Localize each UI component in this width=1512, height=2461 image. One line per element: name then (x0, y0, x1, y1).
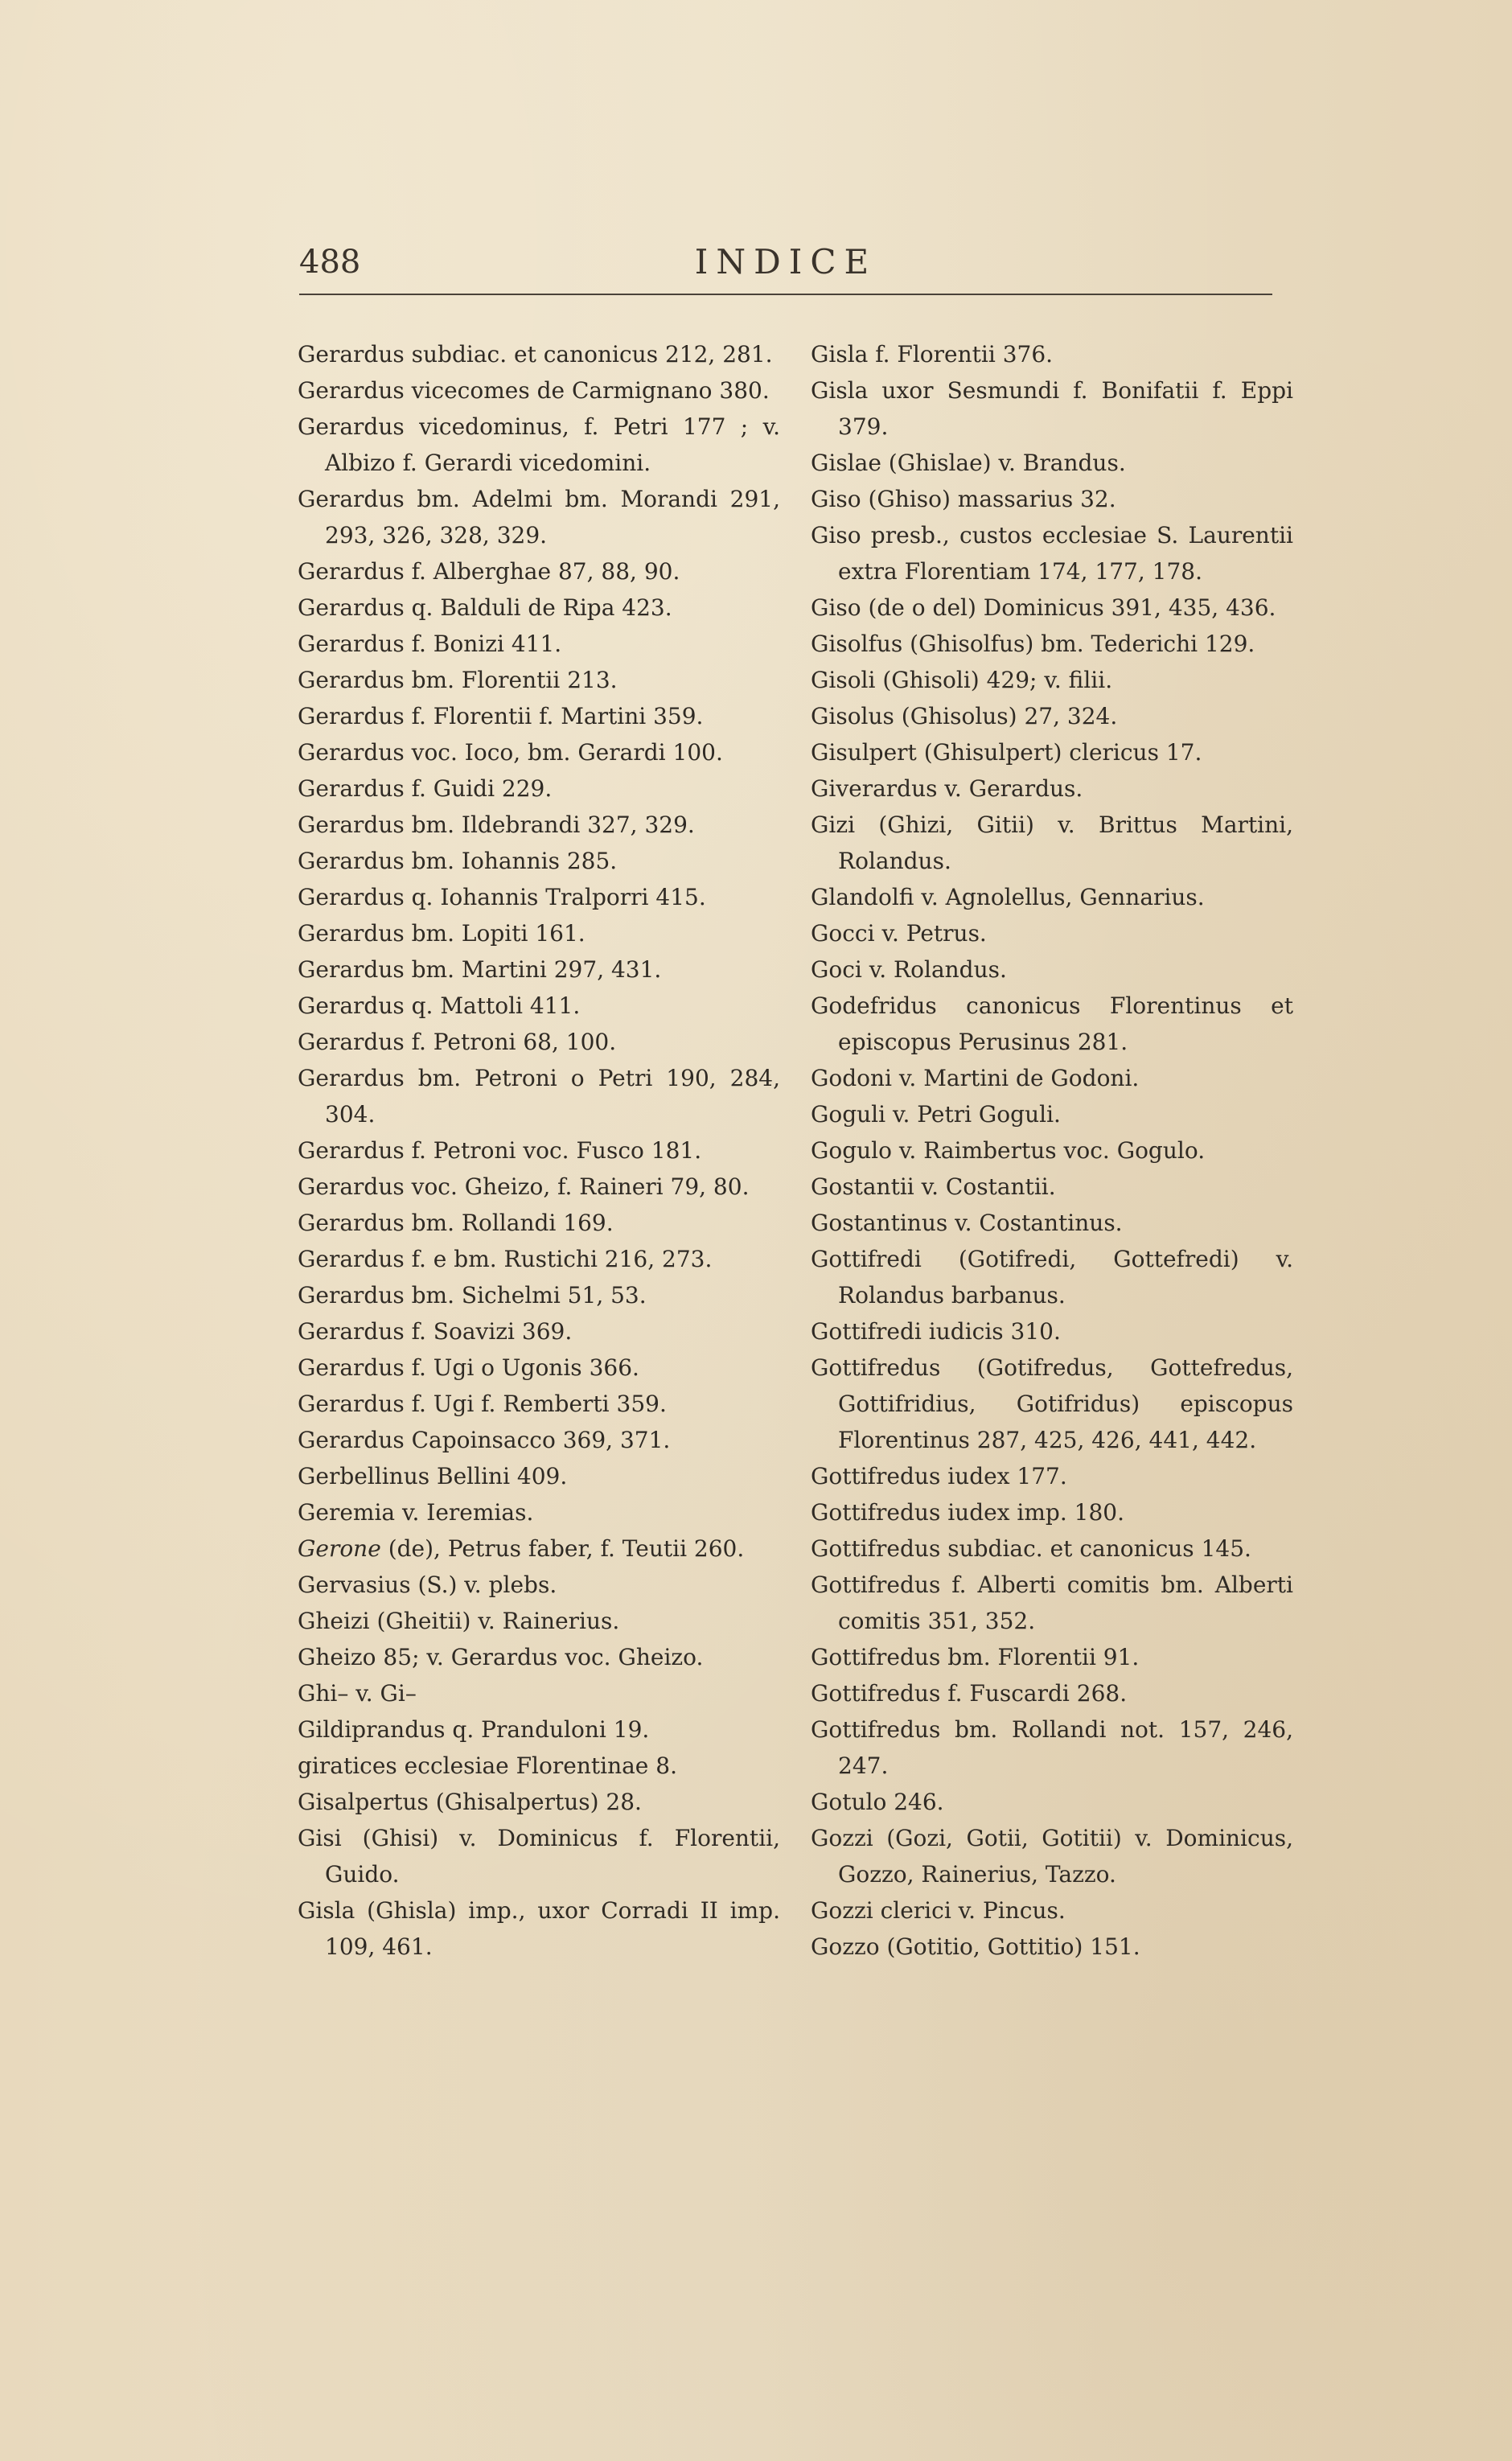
index-entry-text: Gottifredus bm. Rollandi not. 157, 246, 247. (811, 1716, 1293, 1779)
index-entry (298, 1603, 780, 1639)
index-entry (811, 1675, 1293, 1711)
index-entry-text: Gerardus subdiac. et canonicus 212, 281. (298, 341, 773, 368)
index-entry (811, 1060, 1293, 1096)
index-entry-text: Goci v. Rolandus. (811, 956, 1007, 983)
index-entry-text: Gervasius (S.) v. plebs. (298, 1572, 557, 1598)
index-entry (811, 1205, 1293, 1241)
index-entry-text: Gisolus (Ghisolus) 27, 324. (811, 703, 1118, 729)
index-entry (298, 1711, 780, 1748)
index-entry-text: Giso (de o del) Dominicus 391, 435, 436. (811, 594, 1276, 621)
index-entry-text: Gerardus f. Alberghae 87, 88, 90. (298, 558, 680, 585)
index-entry (811, 698, 1293, 734)
index-entry-text: Ghi– v. Gi– (298, 1680, 417, 1707)
index-entry (298, 1313, 780, 1350)
index-entry-text: (de), Petrus faber, f. Teutii 260. (380, 1535, 745, 1562)
index-entry-text: Gottifredi (Gotifredi, Gottefredi) v. Rolandus barbanus. (811, 1246, 1293, 1309)
index-entry-text: Gostantinus v. Costantinus. (811, 1210, 1123, 1236)
index-entry-text: Gerardus f. Petroni voc. Fusco 181. (298, 1137, 702, 1164)
index-entry (298, 988, 780, 1024)
index-entry (298, 1386, 780, 1422)
index-entry (298, 915, 780, 951)
index-entry-text: Goguli v. Petri Goguli. (811, 1101, 1061, 1128)
index-entry-text: Gerardus q. Iohannis Tralporri 415. (298, 884, 706, 910)
index-entry-text: Gisi (Ghisi) v. Dominicus f. Florentii, Guido. (298, 1825, 780, 1888)
index-entry-text: Gizi (Ghizi, Gitii) v. Brittus Martini, Rolandus. (811, 811, 1293, 874)
index-entry (811, 1711, 1293, 1784)
index-entry (811, 1639, 1293, 1675)
index-entry (811, 1567, 1293, 1639)
index-entry (811, 1458, 1293, 1494)
index-entry-text: giratices ecclesiae Florentinae 8. (298, 1752, 677, 1779)
index-entry (298, 481, 780, 553)
index-entry (298, 1494, 780, 1530)
index-entry (811, 1169, 1293, 1205)
page-header (299, 238, 1272, 294)
running-title: INDICE (694, 242, 877, 281)
index-entry-text: Gildiprandus q. Pranduloni 19. (298, 1716, 650, 1743)
index-entry (811, 770, 1293, 807)
index-entry (811, 445, 1293, 481)
index-entry (811, 879, 1293, 915)
index-entry (811, 517, 1293, 590)
index-entry (298, 1024, 780, 1060)
index-entry-text: Gottifredus f. Alberti comitis bm. Alberti comitis 351, 352. (811, 1572, 1293, 1634)
index-entry-text: Gerardus bm. Iohannis 285. (298, 848, 618, 874)
index-entry-text: Gerardus f. Soavizi 369. (298, 1318, 573, 1345)
index-entry (811, 988, 1293, 1060)
index-entry-text: Giso (Ghiso) massarius 32. (811, 486, 1116, 512)
index-entry (811, 372, 1293, 445)
index-entry (298, 1277, 780, 1313)
index-entry-text: Gozzo (Gotitio, Gottitio) 151. (811, 1933, 1140, 1960)
index-entry-text: Gisulpert (Ghisulpert) clericus 17. (811, 739, 1202, 766)
index-entry-text: Gostantii v. Costantii. (811, 1173, 1056, 1200)
index-entry-text: Gisalpertus (Ghisalpertus) 28. (298, 1789, 642, 1815)
index-entry (298, 1820, 780, 1892)
index-entry (298, 1784, 780, 1820)
index-entry (811, 626, 1293, 662)
index-entry-text: Gisla uxor Sesmundi f. Bonifatii f. Eppi 379. (811, 377, 1293, 440)
index-entry-text: Gogulo v. Raimbertus voc. Gogulo. (811, 1137, 1206, 1164)
index-entry (298, 1169, 780, 1205)
index-entry (298, 1060, 780, 1132)
index-entry (298, 1892, 780, 1965)
index-entry (811, 807, 1293, 879)
index-entry (811, 481, 1293, 517)
index-entry (298, 1748, 780, 1784)
index-entry (298, 1675, 780, 1711)
index-entry-text: Gerardus bm. Petroni o Petri 190, 284, 304. (298, 1065, 780, 1128)
index-entry-text: Gerardus q. Balduli de Ripa 423. (298, 594, 672, 621)
index-entry (298, 951, 780, 988)
index-entry (811, 1820, 1293, 1892)
index-entry-text: Gerardus vicecomes de Carmignano 380. (298, 377, 770, 404)
index-entry-text: Gisla (Ghisla) imp., uxor Corradi II imp. 109, 461. (298, 1897, 780, 1960)
index-column-left (298, 336, 780, 1965)
index-entry (298, 1639, 780, 1675)
index-entry (298, 553, 780, 590)
index-entry (298, 1458, 780, 1494)
index-entry (811, 1784, 1293, 1820)
index-entry (811, 951, 1293, 988)
index-entry-text: Gottifredus subdiac. et canonicus 145. (811, 1535, 1251, 1562)
index-entry (811, 734, 1293, 770)
index-entry (298, 626, 780, 662)
index-entry (298, 409, 780, 481)
index-entry-text: Gocci v. Petrus. (811, 920, 987, 947)
index-entry-text: Gottifredus (Gotifredus, Gottefredus, Gottifridius, Gotifridus) episcopus Florentinus 287, 425, 426, 441, 442. (811, 1354, 1293, 1453)
index-entry-text: Gerardus q. Mattoli 411. (298, 992, 581, 1019)
index-entry (298, 698, 780, 734)
index-entry (298, 590, 780, 626)
index-entry (811, 662, 1293, 698)
index-entry (811, 1494, 1293, 1530)
index-entry-text: Gerardus f. Bonizi 411. (298, 631, 562, 657)
index-entry-text: Gisolfus (Ghisolfus) bm. Tederichi 129. (811, 631, 1255, 657)
index-entry-text: Gerardus bm. Sichelmi 51, 53. (298, 1282, 647, 1309)
index-entry-text: Gottifredus iudex 177. (811, 1463, 1067, 1489)
index-entry-text: Gerardus bm. Martini 297, 431. (298, 956, 662, 983)
index-entry (298, 770, 780, 807)
index-entry (298, 1567, 780, 1603)
index-entry (811, 1350, 1293, 1458)
index-entry-text: Gozzi clerici v. Pincus. (811, 1897, 1066, 1924)
index-column-right (811, 336, 1293, 1965)
index-entry-text: Gerardus bm. Adelmi bm. Morandi 291, 293, 326, 328, 329. (298, 486, 780, 548)
index-entry-text: Gerardus vicedominus, f. Petri 177 ; v. Albizo f. Gerardi vicedomini. (298, 413, 780, 476)
index-entry (811, 336, 1293, 372)
index-entry (811, 1096, 1293, 1132)
index-entry (298, 734, 780, 770)
index-entry-text: Gisla f. Florentii 376. (811, 341, 1054, 368)
index-entry (811, 915, 1293, 951)
index-entry (811, 1132, 1293, 1169)
index-entry-text: Gerardus f. Ugi f. Remberti 359. (298, 1391, 667, 1417)
index-entry (298, 807, 780, 843)
index-entry (811, 1313, 1293, 1350)
index-entry (811, 1892, 1293, 1929)
index-entry (298, 662, 780, 698)
index-entry (811, 590, 1293, 626)
index-entry-text: Godoni v. Martini de Godoni. (811, 1065, 1140, 1091)
index-entry-text: Gerardus Capoinsacco 369, 371. (298, 1427, 671, 1453)
index-entry (298, 1132, 780, 1169)
index-entry-text: Gottifredi iudicis 310. (811, 1318, 1061, 1345)
index-entry-text: Gerardus f. e bm. Rustichi 216, 273. (298, 1246, 713, 1272)
header-rule (299, 294, 1272, 295)
index-entry-text: Gerardus f. Florentii f. Martini 359. (298, 703, 704, 729)
index-entry-text: Giso presb., custos ecclesiae S. Laurentii extra Florentiam 174, 177, 178. (811, 522, 1293, 585)
index-entry-text: Gottifredus f. Fuscardi 268. (811, 1680, 1128, 1707)
index-entry (298, 879, 780, 915)
index-entry-text: Gheizi (Gheitii) v. Rainerius. (298, 1608, 620, 1634)
index-entry-text: Gerardus bm. Lopiti 161. (298, 920, 585, 947)
index-entry (298, 1422, 780, 1458)
index-entry-text: Gerardus voc. Ioco, bm. Gerardi 100. (298, 739, 723, 766)
index-entry (298, 336, 780, 372)
index-entry-text: Godefridus canonicus Florentinus et episcopus Perusinus 281. (811, 992, 1293, 1055)
index-entry (298, 372, 780, 409)
index-entry (298, 1530, 780, 1567)
page-number: 488 (299, 244, 361, 281)
index-entry-text: Geremia v. Ieremias. (298, 1499, 534, 1526)
index-entry-text: Gerardus f. Petroni 68, 100. (298, 1029, 617, 1055)
index-entry-text: Gisoli (Ghisoli) 429; v. filii. (811, 667, 1113, 693)
index-entry (298, 1205, 780, 1241)
index-entry-text: Glandolfi v. Agnolellus, Gennarius. (811, 884, 1205, 910)
index-entry (811, 1929, 1293, 1965)
index-entry-text: Gislae (Ghislae) v. Brandus. (811, 450, 1126, 476)
index-entry-italic-name: Gerone (298, 1535, 381, 1562)
index-entry-text: Gerardus bm. Ildebrandi 327, 329. (298, 811, 695, 838)
index-entry-text: Gerardus bm. Rollandi 169. (298, 1210, 614, 1236)
index-entry-text: Giverardus v. Gerardus. (811, 775, 1083, 802)
index-entry-text: Gotulo 246. (811, 1789, 944, 1815)
index-entry-text: Gheizo 85; v. Gerardus voc. Gheizo. (298, 1644, 704, 1670)
index-entry-text: Gerardus voc. Gheizo, f. Raineri 79, 80. (298, 1173, 750, 1200)
index-entry-text: Gottifredus bm. Florentii 91. (811, 1644, 1140, 1670)
index-entry-text: Gozzi (Gozi, Gotii, Gotitii) v. Dominicus, Gozzo, Rainerius, Tazzo. (811, 1825, 1293, 1888)
index-entry-text: Gottifredus iudex imp. 180. (811, 1499, 1124, 1526)
index-entry (811, 1530, 1293, 1567)
index-entry-text: Gerardus f. Guidi 229. (298, 775, 553, 802)
index-entry (811, 1241, 1293, 1313)
index-entry (298, 843, 780, 879)
index-entry-text: Gerardus bm. Florentii 213. (298, 667, 618, 693)
index-entry-text: Gerbellinus Bellini 409. (298, 1463, 568, 1489)
index-entry (298, 1350, 780, 1386)
index-entry (298, 1241, 780, 1277)
index-entry-text: Gerardus f. Ugi o Ugonis 366. (298, 1354, 639, 1381)
